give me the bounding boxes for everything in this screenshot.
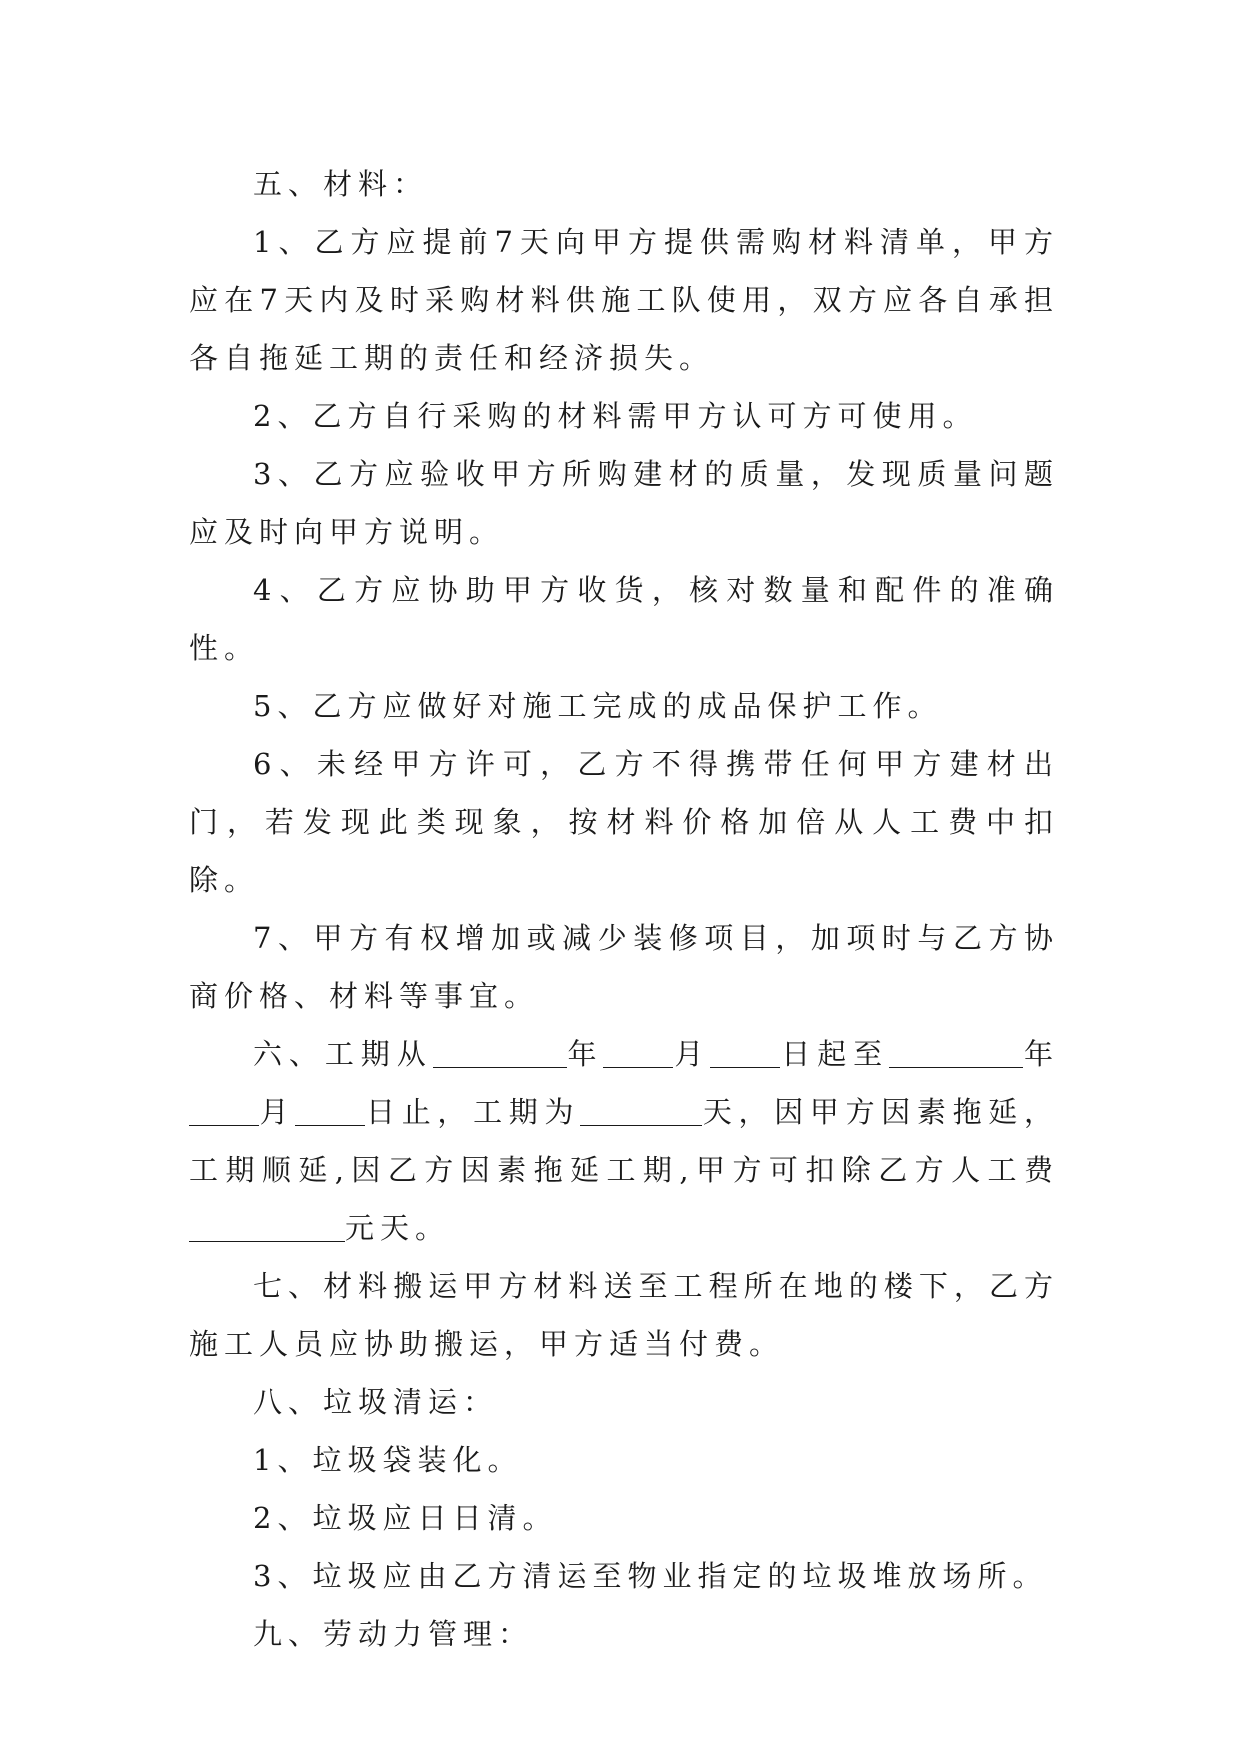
materials-clause-7: 7、甲方有权增加或减少装修项目，加项时与乙方协商价格、材料等事宜。 <box>189 921 1059 1013</box>
materials-clause-6: 6、未经甲方许可，乙方不得携带任何甲方建材出门，若发现此类现象，按材料价格加倍从人工费中扣除。 <box>189 747 1059 897</box>
start-month-blank[interactable] <box>603 1037 673 1068</box>
section-heading-materials: 五、材料： <box>253 167 429 201</box>
end-day-blank[interactable] <box>295 1095 365 1126</box>
section-material-transport: 七、材料搬运甲方材料送至工程所在地的楼下，乙方施工人员应协助搬运，甲方适当付费。 <box>189 1269 1059 1361</box>
schedule-year-label-2: 年 <box>1023 1037 1059 1071</box>
duration-days-blank[interactable] <box>580 1095 702 1126</box>
waste-clause-3: 3、垃圾应由乙方清运至物业指定的垃圾堆放场所。 <box>253 1559 1048 1593</box>
end-month-blank[interactable] <box>189 1095 259 1126</box>
materials-clause-2: 2、乙方自行采购的材料需甲方认可方可使用。 <box>253 399 978 433</box>
waste-clause-2: 2、垃圾应日日清。 <box>253 1501 558 1535</box>
schedule-month-label-2: 月 <box>259 1095 296 1129</box>
section-heading-labor: 九、劳动力管理： <box>253 1617 534 1651</box>
waste-clause-1: 1、垃圾袋装化。 <box>253 1443 523 1477</box>
section-heading-waste: 八、垃圾清运： <box>253 1385 499 1419</box>
schedule-month-label: 月 <box>673 1037 711 1071</box>
materials-clause-4: 4、乙方应协助甲方收货，核对数量和配件的准确性。 <box>189 573 1059 665</box>
deduction-fee-blank[interactable] <box>189 1211 345 1242</box>
start-day-blank[interactable] <box>710 1037 780 1068</box>
schedule-year-label: 年 <box>566 1037 604 1071</box>
materials-clause-5: 5、乙方应做好对施工完成的成品保护工作。 <box>253 689 943 723</box>
schedule-day-to-label: 日止，工期为 <box>365 1095 581 1129</box>
section-schedule <box>189 1025 1059 1257</box>
schedule-day-from-label: 日起至 <box>780 1037 890 1071</box>
document-body <box>189 155 1059 1663</box>
schedule-suffix: 元天。 <box>345 1211 451 1245</box>
schedule-days-text: 天，因甲方因素拖延，工期顺延,因乙方因素拖延工期,甲方可扣除乙方人工费 <box>189 1095 1059 1187</box>
start-year-blank[interactable] <box>433 1037 567 1068</box>
materials-clause-3: 3、乙方应验收甲方所购建材的质量，发现质量问题应及时向甲方说明。 <box>189 457 1059 549</box>
materials-clause-1: 1、乙方应提前7天向甲方提供需购材料清单，甲方应在7天内及时采购材料供施工队使用，双方应各自承担各自拖延工期的责任和经济损失。 <box>189 225 1059 375</box>
schedule-prefix: 六、工期从 <box>253 1037 433 1071</box>
end-year-blank[interactable] <box>889 1037 1023 1068</box>
